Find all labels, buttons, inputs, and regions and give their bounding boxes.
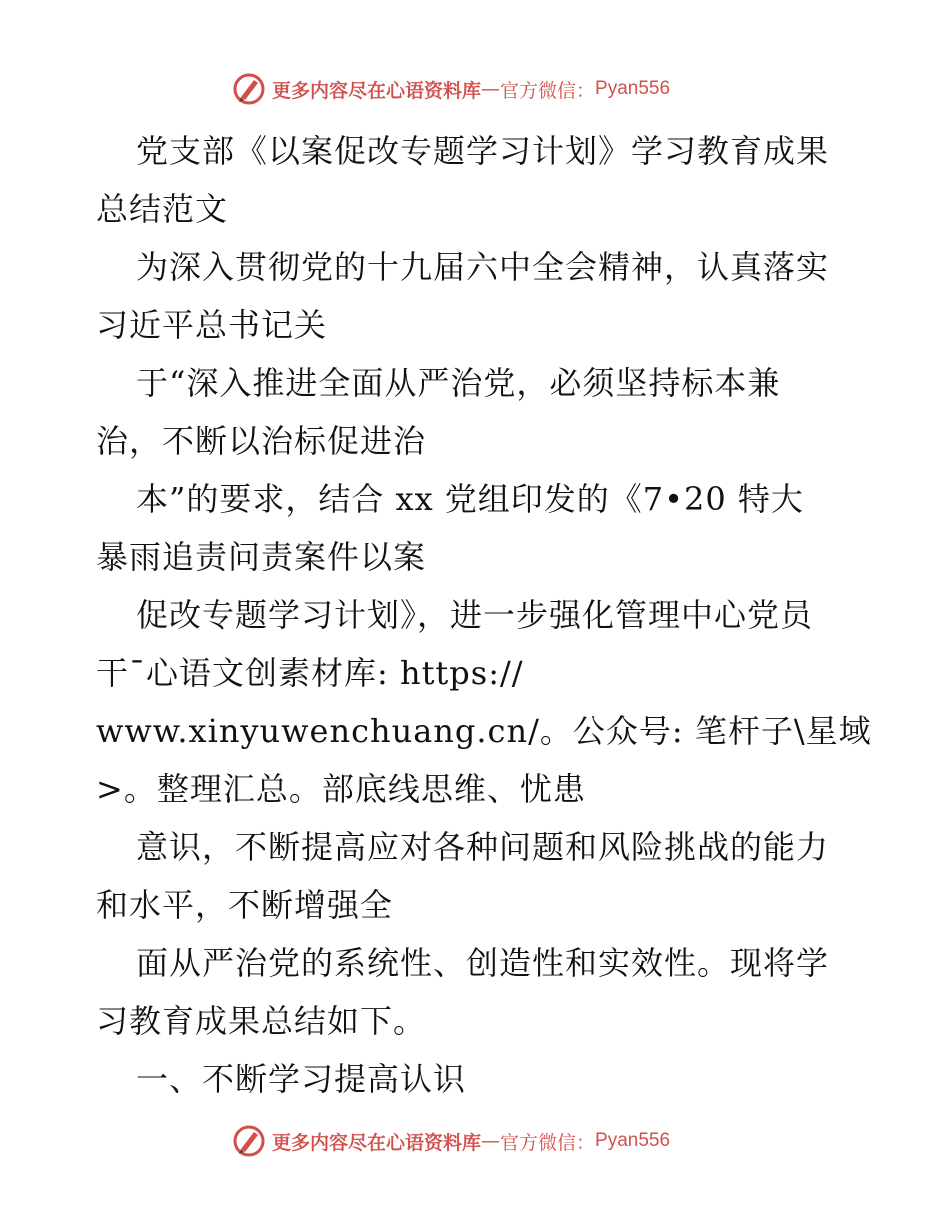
section-heading: 一、不断学习提高认识	[136, 1060, 467, 1098]
paragraph-line: 意识，不断提高应对各种问题和风险挑战的能力	[136, 828, 830, 866]
banner-wechat-label: 官方微信：	[500, 1131, 596, 1154]
banner-wechat-id: Pyan556	[595, 78, 671, 99]
paragraph-line: 暴雨追责问责案件以案	[96, 538, 427, 576]
paragraph-line: 治，不断以治标促进治	[96, 422, 427, 460]
paragraph-line: 于“深入推进全面从严治党，必须坚持标本兼	[136, 364, 781, 402]
footer-watermark-banner	[232, 1122, 752, 1160]
paragraph-line: 习近平总书记关	[96, 306, 328, 344]
title-line-1: 党支部《以案促改专题学习计划》学习教育成果	[136, 132, 830, 170]
pen-logo-icon	[232, 72, 266, 106]
paragraph-line: 和水平，不断增强全	[96, 886, 394, 924]
paragraph-line: 本”的要求，结合 xx 党组印发的《7•20 特大	[136, 480, 804, 518]
banner-separator: —	[481, 78, 501, 100]
banner-separator: —	[481, 1130, 501, 1152]
pen-logo-icon	[232, 1124, 266, 1158]
banner-wechat-label: 官方微信：	[500, 79, 596, 102]
banner-title: 更多内容尽在心语资料库	[272, 1131, 482, 1154]
header-watermark-banner	[232, 70, 752, 108]
banner-wechat-id: Pyan556	[595, 1130, 671, 1151]
document-body	[96, 122, 872, 1108]
paragraph-line: >。整理汇总。部底线思维、忧患	[96, 770, 586, 808]
banner-title: 更多内容尽在心语资料库	[272, 79, 482, 102]
paragraph-line: 干¯心语文创素材库: https://	[96, 654, 524, 692]
paragraph-line: 习教育成果总结如下。	[96, 1002, 427, 1040]
paragraph-line: 促改专题学习计划》，进一步强化管理中心党员	[136, 596, 814, 634]
paragraph-line: 面从严治党的系统性、创造性和实效性。现将学	[136, 944, 830, 982]
paragraph-line: www.xinyuwenchuang.cn/。公众号: 笔杆子\星域	[96, 712, 872, 750]
paragraph-line: 为深入贯彻党的十九届六中全会精神，认真落实	[136, 248, 830, 286]
title-line-2: 总结范文	[96, 190, 229, 228]
